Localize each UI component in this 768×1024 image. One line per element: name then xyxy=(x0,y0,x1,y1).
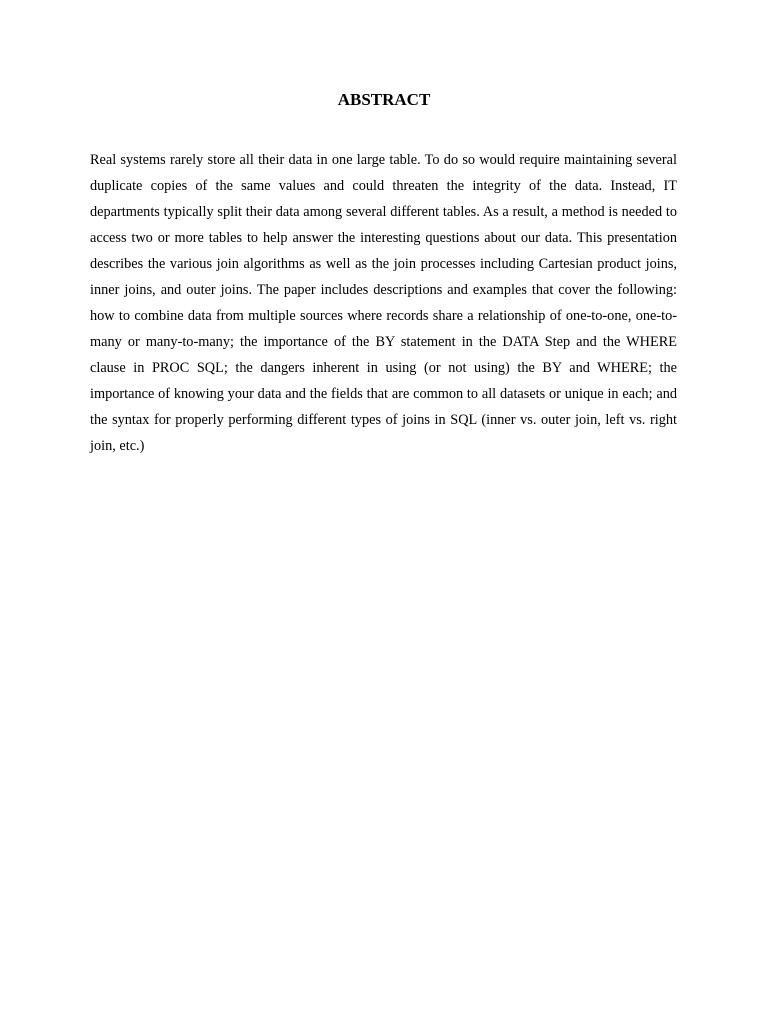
abstract-heading: ABSTRACT xyxy=(337,90,431,109)
abstract-paragraph: Real systems rarely store all their data in one large table. To do so would require maintaining several duplicate copies of the same values and could threaten the integrity of the data. Instead, IT departments typically split their data among several different tables. As a result, a method is needed to access two or more tables to help answer the interesting questions about our data. This presentation describes the various join algorithms as well as the join processes including Cartesian product joins, inner joins, and outer joins. The paper includes descriptions and examples that cover the following: how to combine data from multiple sources where records share a relationship of one-to-one, one-to-many or many-to-many; the importance of the BY statement in the DATA Step and the WHERE clause in PROC SQL; the dangers inherent in using (or not using) the BY and WHERE; the importance of knowing your data and the fields that are common to all datasets or unique in each; and the syntax for properly performing different types of joins in SQL (inner vs. outer join, left vs. right join, etc.) xyxy=(90,152,677,454)
